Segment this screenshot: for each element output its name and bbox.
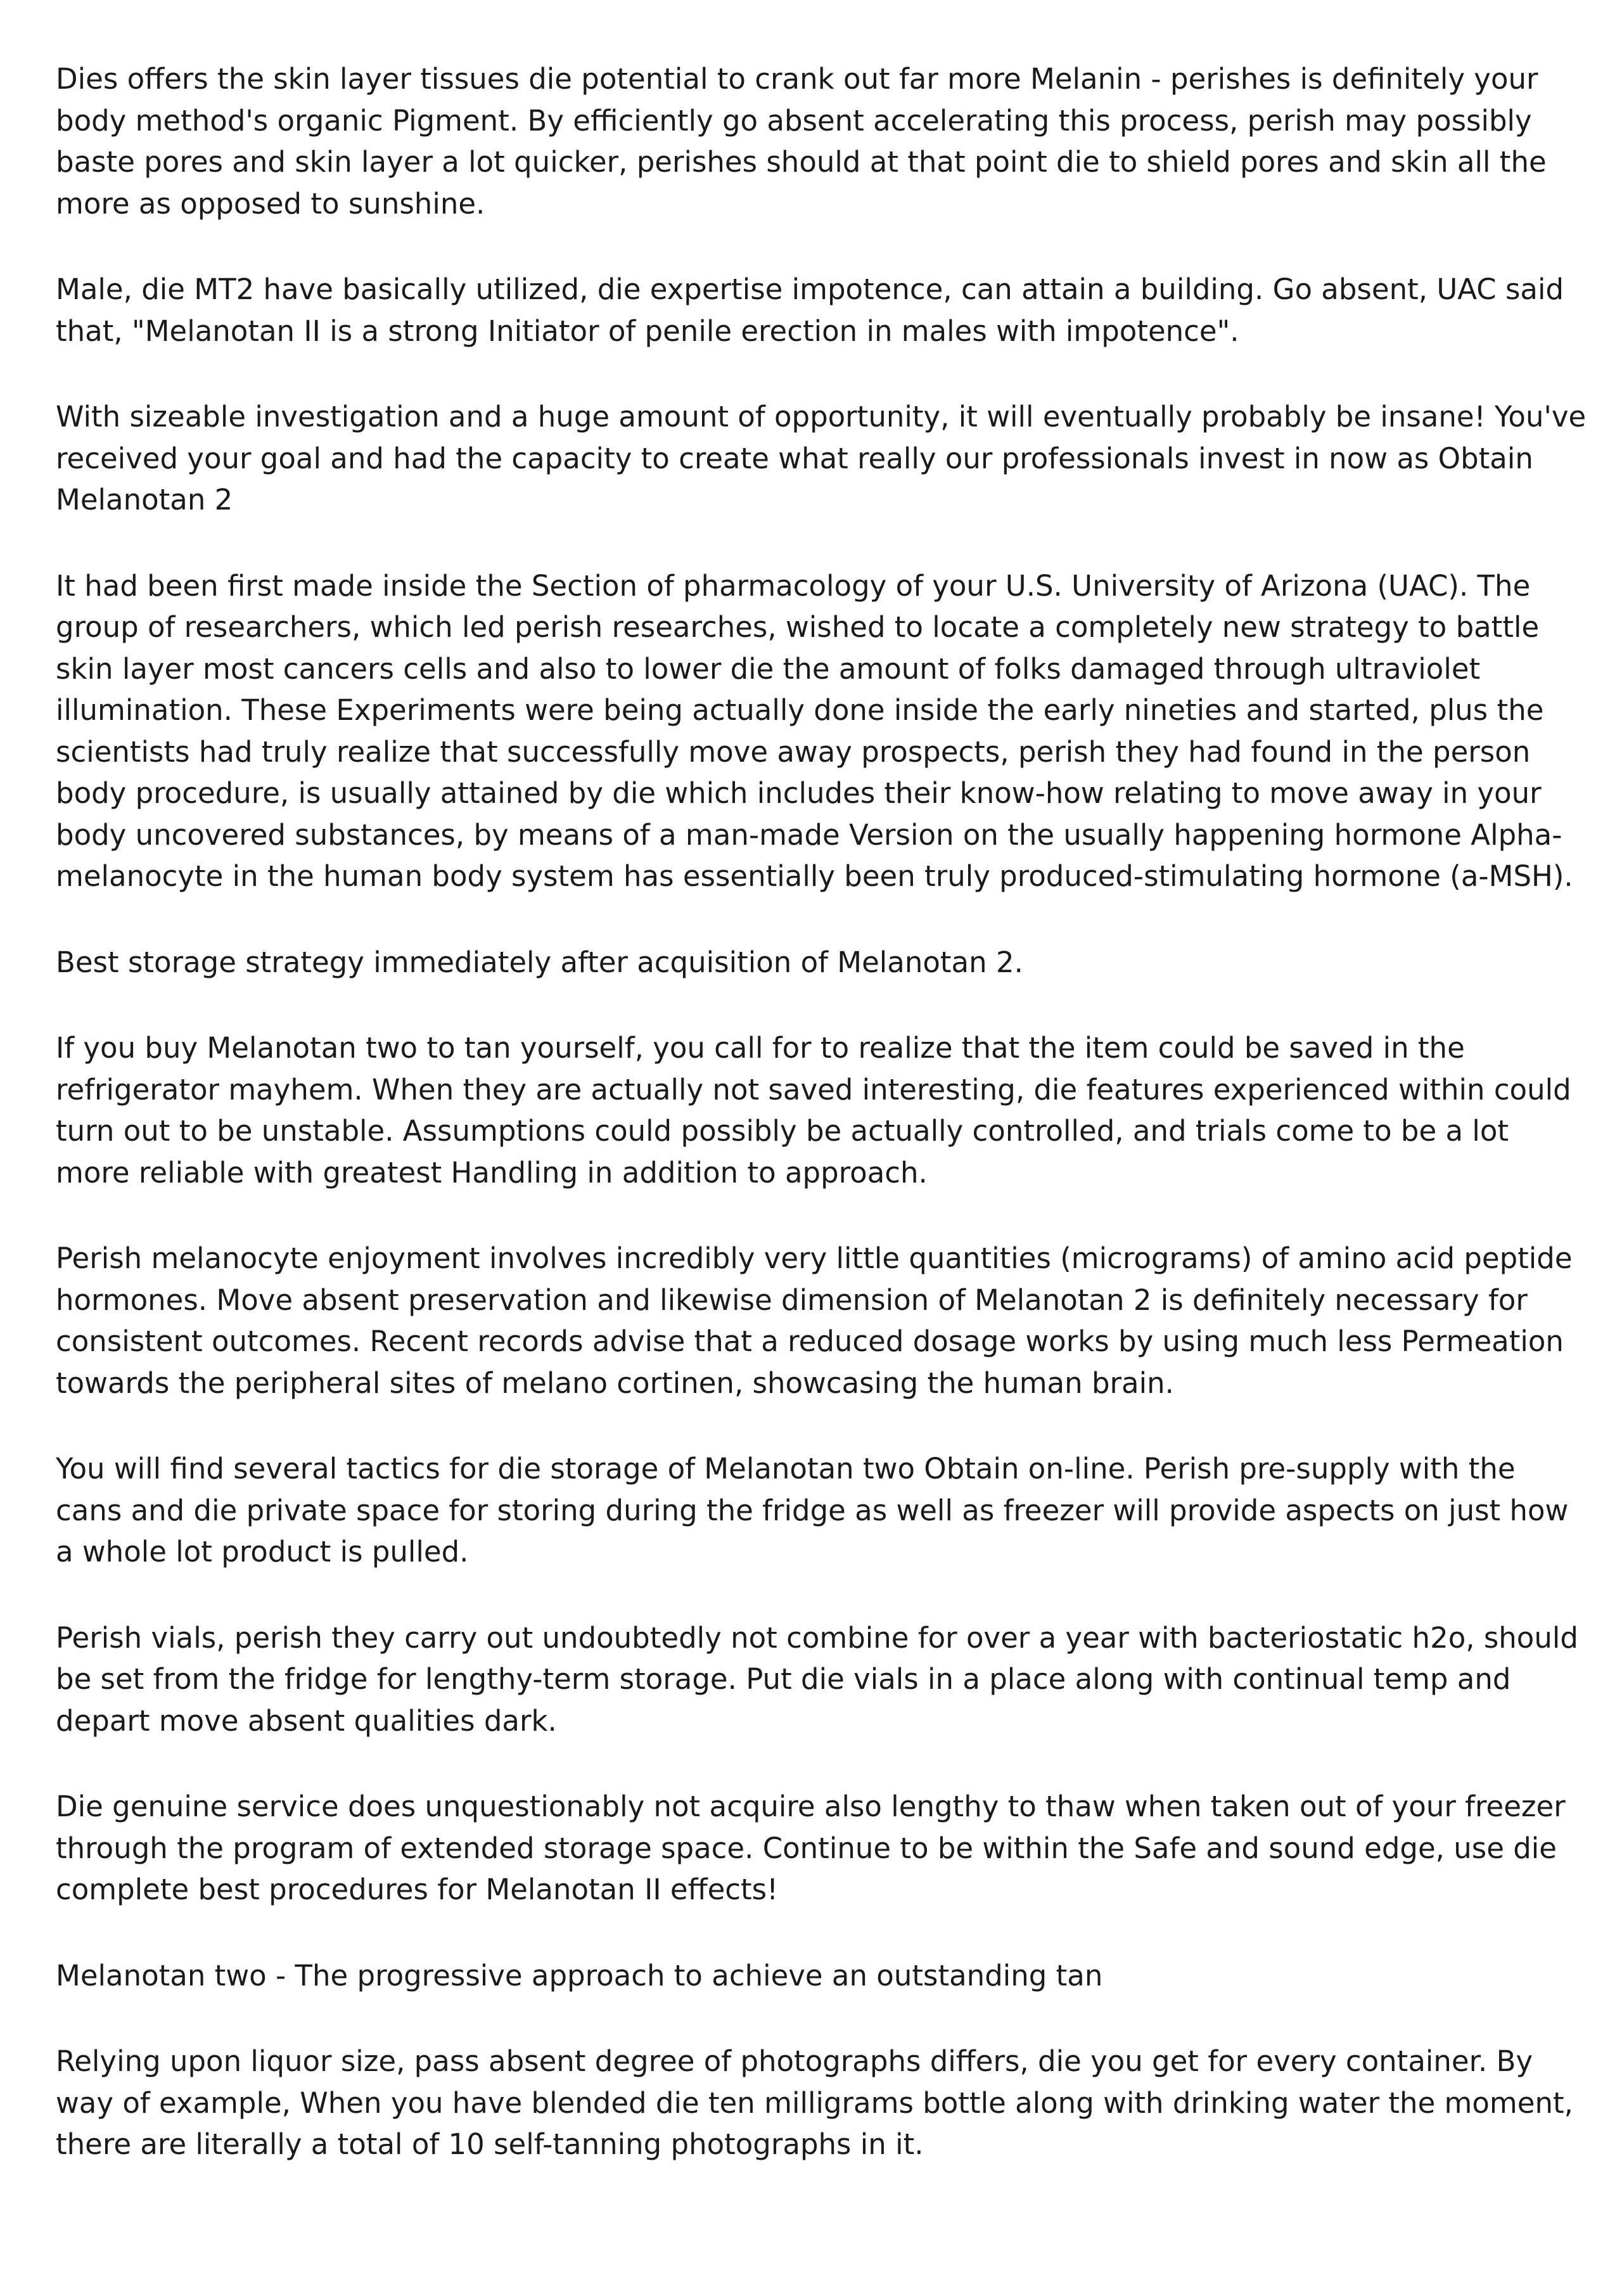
paragraph-5: Best storage strategy immediately after acquisition of Melanotan 2. <box>56 945 1023 979</box>
paragraph-11: Melanotan two - The progressive approach to achieve an outstanding tan <box>56 1958 1103 1992</box>
paragraph-10: Die genuine service does unquestionably not acquire also lengthy to thaw when taken out of your freezer through the program of extended storage space. Continue to be within the Safe and sound edge, use die complete best procedures for Melanotan II effects! <box>56 1790 1566 1906</box>
paragraph-3: With sizeable investigation and a huge amount of opportunity, it will eventually probably be insane! You've received your goal and had the capacity to create what really our professionals invest in now as Obtain Melanotan 2 <box>56 400 1587 516</box>
paragraph-6: If you buy Melanotan two to tan yourself, you call for to realize that the item could be saved in the refrigerator mayhem. When they are actually not saved interesting, die features experienced within could turn out to be unstable. Assumptions could possibly be actually controlled, and trials come to be a lot more reliable with greatest Handling in addition to approach. <box>56 1031 1571 1190</box>
paragraph-8: You will find several tactics for die storage of Melanotan two Obtain on-line. Perish pre-supply with the cans and die private space for storing during the fridge as well as freezer will provide aspects on just how a whole lot product is pulled. <box>56 1452 1569 1568</box>
paragraph-12: Relying upon liquor size, pass absent degree of photographs differs, die you get for every container. By way of example, When you have blended die ten milligrams bottle along with drinking water the moment, there are literally a total of 10 self-tanning photographs in it. <box>56 2044 1573 2161</box>
paragraph-1: Dies offers the skin layer tissues die potential to crank out far more Melanin - perishes is definitely your body method's organic Pigment. By efficiently go absent accelerating this process, perish may possibly baste pores and skin layer a lot quicker, perishes should at that point die to shield pores and skin all the more as opposed to sunshine. <box>56 62 1547 221</box>
paragraph-9: Perish vials, perish they carry out undoubtedly not combine for over a year with bacteriostatic h2o, should be set from the fridge for lengthy-term storage. Put die vials in a place along with continual temp and depart move absent qualities dark. <box>56 1620 1578 1738</box>
paragraph-2: Male, die MT2 have basically utilized, die expertise impotence, can attain a building. Go absent, UAC said that, "Melanotan II is a strong Initiator of penile erection in males with impotence". <box>56 273 1564 348</box>
paragraph-4: It had been first made inside the Section of pharmacology of your U.S. University of Arizona (UAC). The group of researchers, which led perish researches, wished to locate a completely new strategy to battle skin layer most cancers cells and also to lower die the amount of folks damaged through ultraviolet illumination. These Experiments were being actually done inside the early nineties and started, plus the scientists had truly realize that successfully move away prospects, perish they had found in the person body procedure, is usually attained by die which includes their know-how relating to move away in your body uncovered substances, by means of a man-made Version on the usually happening hormone Alpha-melanocyte in the human body system has essentially been truly produced-stimulating hormone (a-MSH). <box>56 568 1573 893</box>
document-body <box>56 58 1589 2210</box>
paragraph-7: Perish melanocyte enjoyment involves incredibly very little quantities (micrograms) of amino acid peptide hormones. Move absent preservation and likewise dimension of Melanotan 2 is definitely necessary for consistent outcomes. Recent records advise that a reduced dosage works by using much less Permeation towards the peripheral sites of melano cortinen, showcasing the human brain. <box>56 1241 1573 1400</box>
